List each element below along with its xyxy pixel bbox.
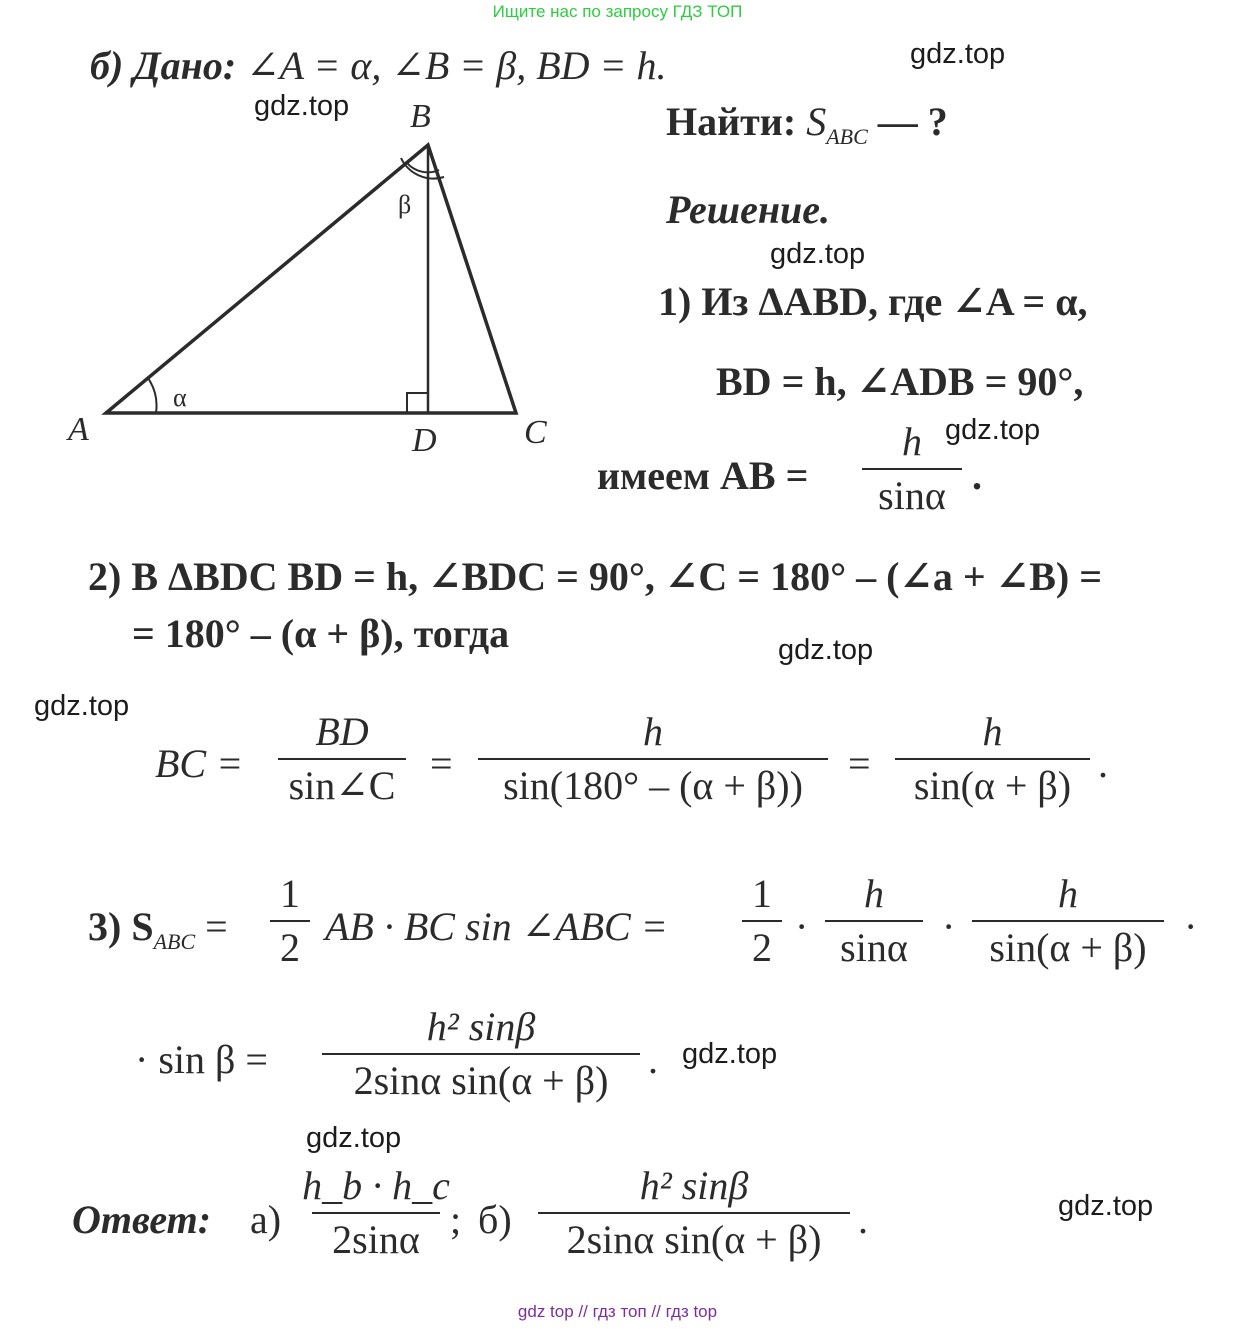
- step3-f2-num: h: [1058, 871, 1078, 916]
- step3-half2-num: 1: [752, 871, 772, 916]
- watermark: gdz.top: [910, 38, 1006, 70]
- step2-f2-den: sin(180° – (α + β)): [503, 763, 803, 808]
- answer-b-label: б): [478, 1197, 512, 1242]
- step1-end: .: [972, 453, 982, 498]
- vertex-c-label: C: [524, 414, 547, 451]
- step2-line2: = 180° – (α + β), тогда: [132, 611, 510, 656]
- vertex-a-label: A: [68, 411, 89, 448]
- step2-f3-num: h: [982, 709, 1003, 754]
- angle-beta-label: β: [398, 190, 412, 219]
- triangle-abc: [106, 145, 516, 413]
- top-banner: Ищите нас по запросу ГДЗ ТОП: [492, 2, 743, 21]
- answer-b-fraction: [538, 1164, 850, 1262]
- fraction-bar: [322, 1053, 640, 1055]
- given-text: ∠A = α, ∠B = β, BD = h.: [246, 43, 667, 88]
- step3-half-den: 2: [280, 925, 300, 970]
- right-angle-mark: [407, 393, 428, 413]
- step1-line2: BD = h, ∠ADB = 90°,: [716, 359, 1084, 404]
- fraction-bar: [270, 920, 310, 922]
- step2-eq2: =: [848, 741, 871, 786]
- watermark: gdz.top: [945, 414, 1041, 446]
- step3-line2-prefix: · sin β =: [135, 1037, 268, 1082]
- fraction-bar: [895, 758, 1090, 760]
- step3-prefix: [88, 903, 228, 955]
- step3-fraction-2: [972, 872, 1164, 970]
- step3-dot-2: ·: [942, 904, 956, 949]
- watermark: gdz.top: [1058, 1190, 1154, 1222]
- fraction-bar: [538, 1212, 850, 1214]
- triangle-figure: [60, 95, 580, 465]
- step3-fraction-1: [825, 872, 923, 970]
- step2-fraction-2: [478, 710, 828, 808]
- answer-end: .: [858, 1197, 868, 1242]
- answer-a-num: h_b · h_c: [302, 1163, 450, 1208]
- step3-half-1: [270, 872, 310, 970]
- answer-b-num: h² sinβ: [639, 1163, 749, 1208]
- watermark: gdz.top: [306, 1122, 402, 1154]
- step1-line1: 1) Из ΔABD, где ∠A = α,: [658, 279, 1088, 324]
- step3-dot-3: ·: [1184, 904, 1198, 949]
- step3-mid: AB · BC sin ∠ABC =: [325, 904, 668, 949]
- answer-a-label: а): [250, 1197, 282, 1242]
- vertex-b-label: B: [410, 98, 431, 135]
- fraction-bar: [478, 758, 828, 760]
- step2-eq1: =: [430, 741, 453, 786]
- fraction-bar: [278, 758, 406, 760]
- step1-fraction: [862, 420, 962, 518]
- footer-links: gdz top // гдз топ // гдз top: [517, 1302, 718, 1321]
- vertex-d-label: D: [412, 422, 437, 459]
- step3-f1-den: sinα: [840, 925, 908, 970]
- watermark: gdz.top: [770, 238, 866, 270]
- find-tail: — ?: [877, 99, 948, 144]
- answer-separator: ;: [450, 1197, 462, 1242]
- fraction-bar: [972, 920, 1164, 922]
- find-target: S: [806, 99, 827, 144]
- step2-fraction-3: [895, 710, 1090, 808]
- step3-f1-num: h: [864, 871, 884, 916]
- answer-b-den: 2sinα sin(α + β): [566, 1217, 822, 1262]
- step3-half-2: [742, 872, 782, 970]
- step3-res-den: 2sinα sin(α + β): [353, 1058, 609, 1103]
- fraction-bar: [312, 1212, 440, 1214]
- angle-alpha-arc: [148, 378, 157, 413]
- step1-prefix: имеем AB =: [597, 453, 809, 498]
- fraction-bar: [825, 920, 923, 922]
- step2-lhs: BC =: [155, 741, 244, 786]
- find-line: [666, 98, 948, 150]
- watermark: gdz.top: [34, 690, 130, 722]
- step3-res-num: h² sinβ: [426, 1004, 536, 1049]
- step2-line1: 2) В ΔBDC BD = h, ∠BDC = 90°, ∠C = 180° – (∠a + ∠B) =: [88, 554, 1103, 599]
- step1-num: h: [902, 419, 922, 464]
- answer-label: Ответ:: [72, 1197, 212, 1242]
- given-line: [90, 42, 667, 89]
- watermark: gdz.top: [254, 90, 350, 122]
- step3-end: .: [648, 1037, 658, 1082]
- solution-title: Решение.: [666, 187, 831, 232]
- answer-a-den: 2sinα: [332, 1217, 420, 1262]
- step3-dot-1: ·: [795, 904, 809, 949]
- step3-half2-den: 2: [752, 925, 772, 970]
- step2-f1-den: sin∠C: [288, 763, 396, 808]
- step2-end: .: [1098, 741, 1108, 786]
- find-target-sub: ABC: [826, 124, 868, 149]
- step2-fraction-1: [278, 710, 406, 808]
- find-label: Найти:: [666, 99, 797, 144]
- step3-f2-den: sin(α + β): [989, 925, 1147, 970]
- step1-den: sinα: [878, 473, 946, 518]
- step3-result-fraction: [322, 1005, 640, 1103]
- given-label: б) Дано:: [90, 43, 237, 88]
- step3-s-sub: ABC: [153, 929, 196, 954]
- step2-f2-num: h: [643, 709, 663, 754]
- step2-f3-den: sin(α + β): [913, 763, 1072, 808]
- answer-a-fraction: [302, 1163, 450, 1262]
- watermark: gdz.top: [682, 1038, 778, 1070]
- fraction-bar: [742, 920, 782, 922]
- watermark: gdz.top: [778, 634, 874, 666]
- step2-f1-num: BD: [315, 709, 369, 754]
- angle-alpha-label: α: [173, 383, 187, 412]
- step3-half-num: 1: [280, 871, 300, 916]
- fraction-bar: [862, 468, 962, 470]
- step3-eq: =: [205, 904, 228, 949]
- step3-s: 3) S: [88, 904, 154, 949]
